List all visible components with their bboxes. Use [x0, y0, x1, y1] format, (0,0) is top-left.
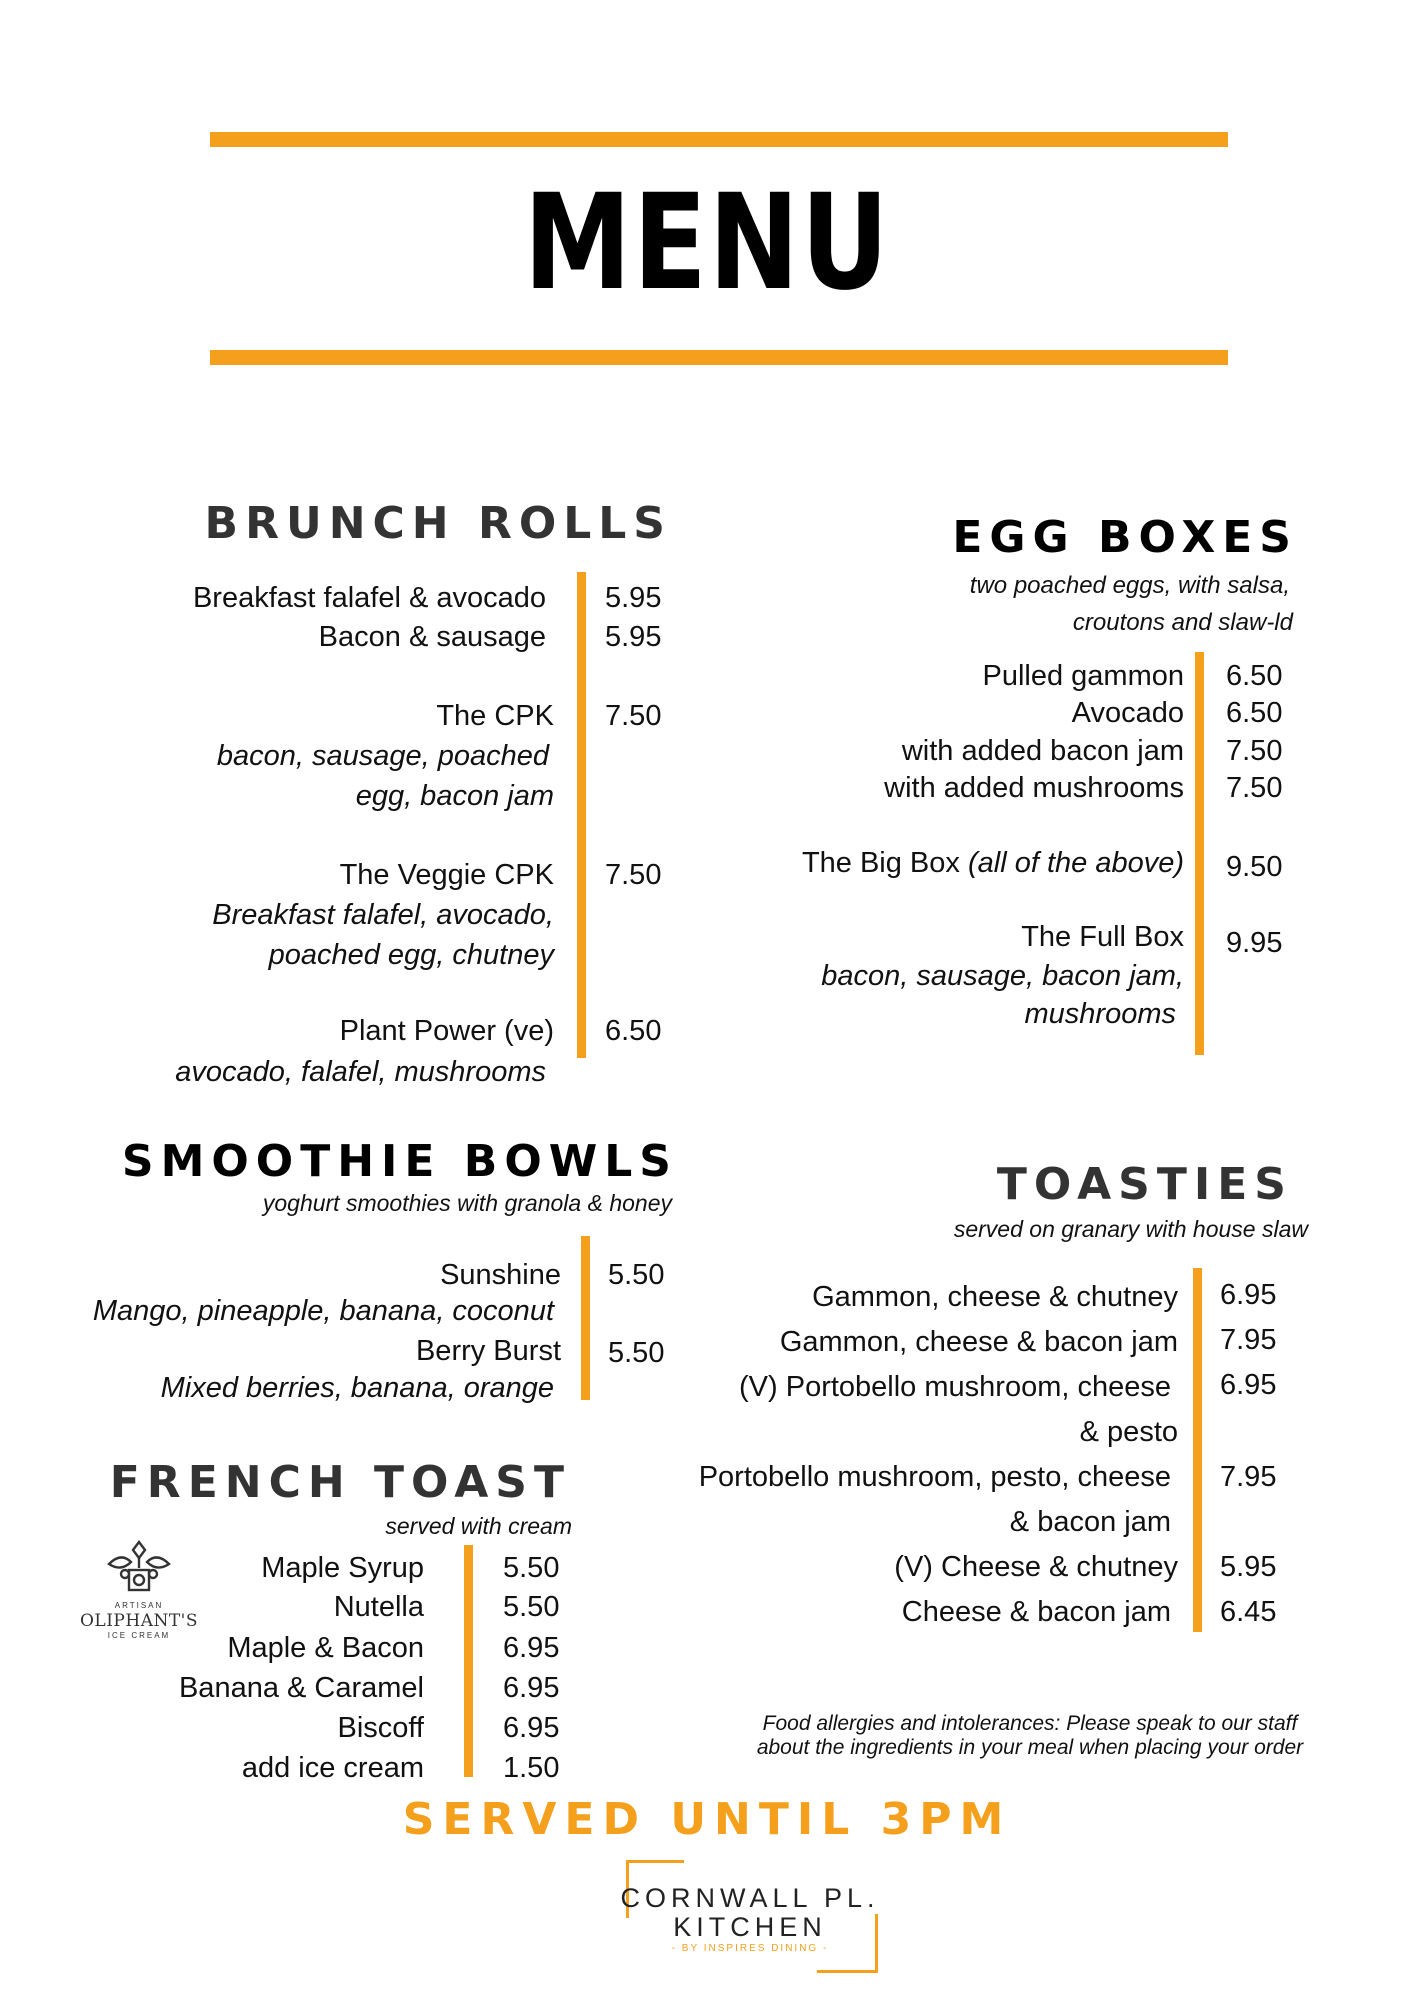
menu-item-price: 5.95 [605, 621, 662, 653]
menu-item-description: bacon, sausage, bacon jam, [821, 960, 1184, 992]
logo-text-ice-cream: ICE CREAM [107, 1631, 171, 1640]
menu-item-name-with-note [802, 845, 1184, 881]
menu-item-name: Bacon & sausage [318, 621, 546, 653]
section-title: EGG BOXES [952, 512, 1298, 563]
menu-item-name: with added mushrooms [884, 772, 1184, 804]
menu-item-name: Sunshine [440, 1259, 561, 1291]
oliphants-ice-cream-logo [64, 1538, 214, 1641]
menu-item-price: 6.95 [503, 1672, 560, 1704]
menu-item-price: 7.95 [1220, 1324, 1277, 1356]
menu-item-name: The Full Box [1021, 921, 1184, 953]
section-title: SMOOTHIE BOWLS [121, 1136, 678, 1187]
logo-text-kitchen: KITCHEN [673, 1912, 827, 1942]
menu-item-price: 5.95 [605, 582, 662, 614]
allergy-line: about the ingredients in your meal when placing your order [756, 1736, 1304, 1759]
menu-item-description: bacon, sausage, poached [216, 740, 549, 772]
menu-item-name: (V) Portobello mushroom, cheese [739, 1371, 1171, 1403]
menu-item-description: Mixed berries, banana, orange [160, 1372, 554, 1404]
menu-item-price: 6.50 [1226, 697, 1283, 729]
menu-item-description: poached egg, chutney [268, 939, 554, 971]
menu-item-price: 6.50 [1226, 660, 1283, 692]
menu-item-name: Nutella [333, 1591, 424, 1623]
section-title: FRENCH TOAST [109, 1457, 571, 1508]
menu-item-price: 7.50 [1226, 735, 1283, 767]
menu-item-price: 7.50 [1226, 772, 1283, 804]
allergy-line: Food allergies and intolerances: Please speak to our staff [762, 1712, 1298, 1735]
section-subtitle: served with cream [385, 1513, 572, 1539]
menu-item-price: 7.50 [605, 700, 662, 732]
logo-bracket-top-h [626, 1860, 684, 1863]
menu-item-description: egg, bacon jam [355, 780, 554, 812]
menu-item-name: Banana & Caramel [178, 1672, 424, 1704]
menu-item-name: Biscoff [337, 1712, 424, 1744]
divider-bar [581, 1236, 590, 1400]
logo-text-oliphants: OLIPHANT'S [79, 1611, 198, 1631]
menu-item-price: 6.95 [503, 1632, 560, 1664]
menu-item-name: Gammon, cheese & chutney [812, 1281, 1178, 1313]
bottom-rule [210, 350, 1228, 365]
menu-item-name: with added bacon jam [901, 735, 1184, 767]
menu-item-name: The Veggie CPK [339, 859, 554, 891]
logo-text-tagline: - BY INSPIRES DINING - [671, 1943, 829, 1954]
menu-item-name: Plant Power (ve) [339, 1015, 554, 1047]
section-title: BRUNCH ROLLS [204, 498, 672, 549]
menu-item-description: Mango, pineapple, banana, coconut [92, 1295, 554, 1327]
allergy-notice [700, 1712, 1360, 1760]
divider-bar [464, 1545, 473, 1777]
menu-item-price: 7.95 [1220, 1461, 1277, 1493]
menu-item-description: mushrooms [1024, 998, 1176, 1030]
section-subtitle: served on granary with house slaw [953, 1216, 1308, 1242]
menu-item-name: Maple & Bacon [227, 1632, 424, 1664]
menu-item-name: add ice cream [241, 1752, 424, 1784]
menu-item-price: 5.50 [608, 1337, 665, 1369]
leaf-crest-icon [99, 1538, 179, 1596]
menu-item-price: 6.95 [1220, 1279, 1277, 1311]
section-subtitle: croutons and slaw-ld [1072, 609, 1293, 636]
menu-item-name: Maple Syrup [261, 1552, 424, 1584]
page-title: MENU [523, 166, 891, 320]
menu-item-price: 5.50 [503, 1552, 560, 1584]
divider-bar [1193, 1268, 1202, 1632]
menu-item-name: Portobello mushroom, pesto, cheese [698, 1461, 1171, 1493]
menu-item-price: 5.50 [503, 1591, 560, 1623]
menu-item-price: 5.95 [1220, 1551, 1277, 1583]
menu-item-name: Cheese & bacon jam [901, 1596, 1171, 1628]
menu-item-name: Avocado [1071, 697, 1184, 729]
top-rule [210, 132, 1228, 147]
menu-item-price: 9.50 [1226, 851, 1283, 883]
menu-item-name: The CPK [436, 700, 554, 732]
divider-bar [577, 572, 586, 1058]
menu-item-note: (all of the above) [967, 847, 1184, 879]
menu-item-price: 6.95 [1220, 1369, 1277, 1401]
menu-item-price: 6.45 [1220, 1596, 1277, 1628]
menu-item-name: Pulled gammon [982, 660, 1184, 692]
menu-item-price: 7.50 [605, 859, 662, 891]
section-title: TOASTIES [996, 1159, 1293, 1210]
logo-text-artisan: ARTISAN [114, 1601, 164, 1610]
divider-bar [1195, 652, 1204, 1055]
menu-item-description: avocado, falafel, mushrooms [175, 1056, 546, 1088]
menu-item-price: 6.95 [503, 1712, 560, 1744]
menu-item-description: Breakfast falafel, avocado, [212, 899, 554, 931]
menu-item-name: Breakfast falafel & avocado [192, 582, 546, 614]
menu-item-name: The Big Box [801, 847, 960, 879]
menu-item-name: (V) Cheese & chutney [894, 1551, 1178, 1583]
menu-item-name-cont: & pesto [1079, 1416, 1178, 1448]
menu-item-price: 1.50 [503, 1752, 560, 1784]
logo-bracket-bottom-h [817, 1970, 878, 1973]
section-subtitle: yoghurt smoothies with granola & honey [262, 1190, 672, 1216]
menu-item-price: 5.50 [608, 1259, 665, 1291]
served-until-banner: SERVED UNTIL 3PM [402, 1794, 1012, 1845]
section-subtitle: two poached eggs, with salsa, [969, 572, 1290, 599]
menu-item-price: 9.95 [1226, 927, 1283, 959]
menu-item-name: Gammon, cheese & bacon jam [779, 1326, 1178, 1358]
menu-item-name: Berry Burst [415, 1335, 561, 1367]
menu-item-name-cont: & bacon jam [1009, 1506, 1171, 1538]
menu-item-price: 6.50 [605, 1015, 662, 1047]
logo-text-cornwall: CORNWALL PL. [620, 1883, 880, 1913]
